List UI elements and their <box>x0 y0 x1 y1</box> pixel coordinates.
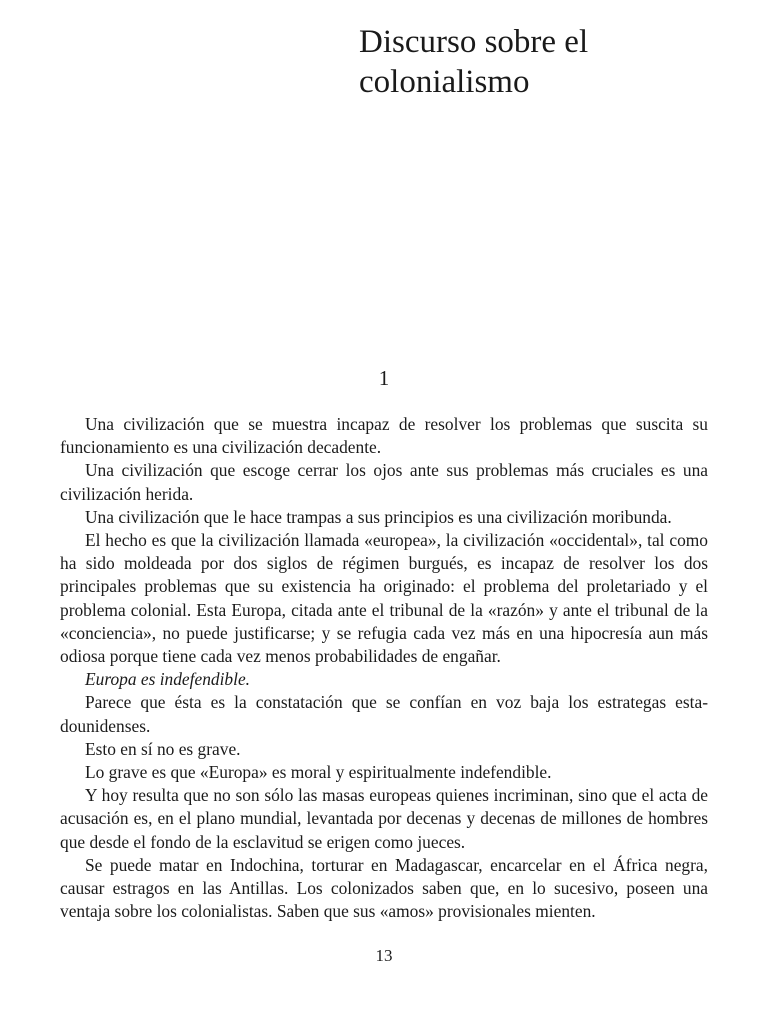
italic-paragraph: Europa es indefendible. <box>85 669 251 690</box>
paragraph: Se puede matar en Indochina, torturar en Madagascar, encarcelar en el África negra, causar estragos en las Antillas. Los colonizados saben que, en lo sucesivo, poseen una ventaja sobre los colonialistas. Saben que sus «amos» provisionales mienten. <box>60 854 708 922</box>
body-text <box>60 413 708 923</box>
chapter-title: Discurso sobre el colonialismo <box>359 24 589 100</box>
paragraph: Una civilización que se muestra incapaz de resolver los problemas que suscita su funcionamiento es una civilización decadente. <box>60 414 708 458</box>
section-number-label: 1 <box>378 366 390 390</box>
paragraph: Lo grave es que «Europa» es moral y espiritualmente indefendible. <box>85 762 552 783</box>
paragraph: Una civilización que le hace trampas a sus principios es una civilización moribunda. <box>85 506 672 527</box>
paragraph: El hecho es que la civilización llamada «europea», la civilización «occidental», tal como ha sido moldeada por dos siglos de régimen burgués, es incapaz de resolver los dos principales problemas que su existencia ha originado: el problema del proletariado y el problema colonial. Esta Europa, citada ante el tribunal de la «razón» y ante el tribunal de la «conciencia», no puede justificarse; y se refugia cada vez más en una hipocresía aun más odiosa porque tiene cada vez menos probabilidades de engañar. <box>60 530 708 667</box>
page-number: 13 <box>375 946 393 965</box>
paragraph: Esto en sí no es grave. <box>85 738 241 759</box>
paragraph: Parece que ésta es la constatación que se confían en voz baja los estrategas estadounidenses. <box>60 692 708 736</box>
paragraph: Y hoy resulta que no son sólo las masas europeas quienes incriminan, sino que el acta de acusación es, en el plano mundial, levantada por decenas y decenas de millones de hombres que desde el fondo de la esclavitud se erigen como jueces. <box>60 785 708 852</box>
paragraph: Una civilización que escoge cerrar los ojos ante sus problemas más cruciales es una civilización herida. <box>60 460 708 504</box>
section-number <box>0 364 768 392</box>
